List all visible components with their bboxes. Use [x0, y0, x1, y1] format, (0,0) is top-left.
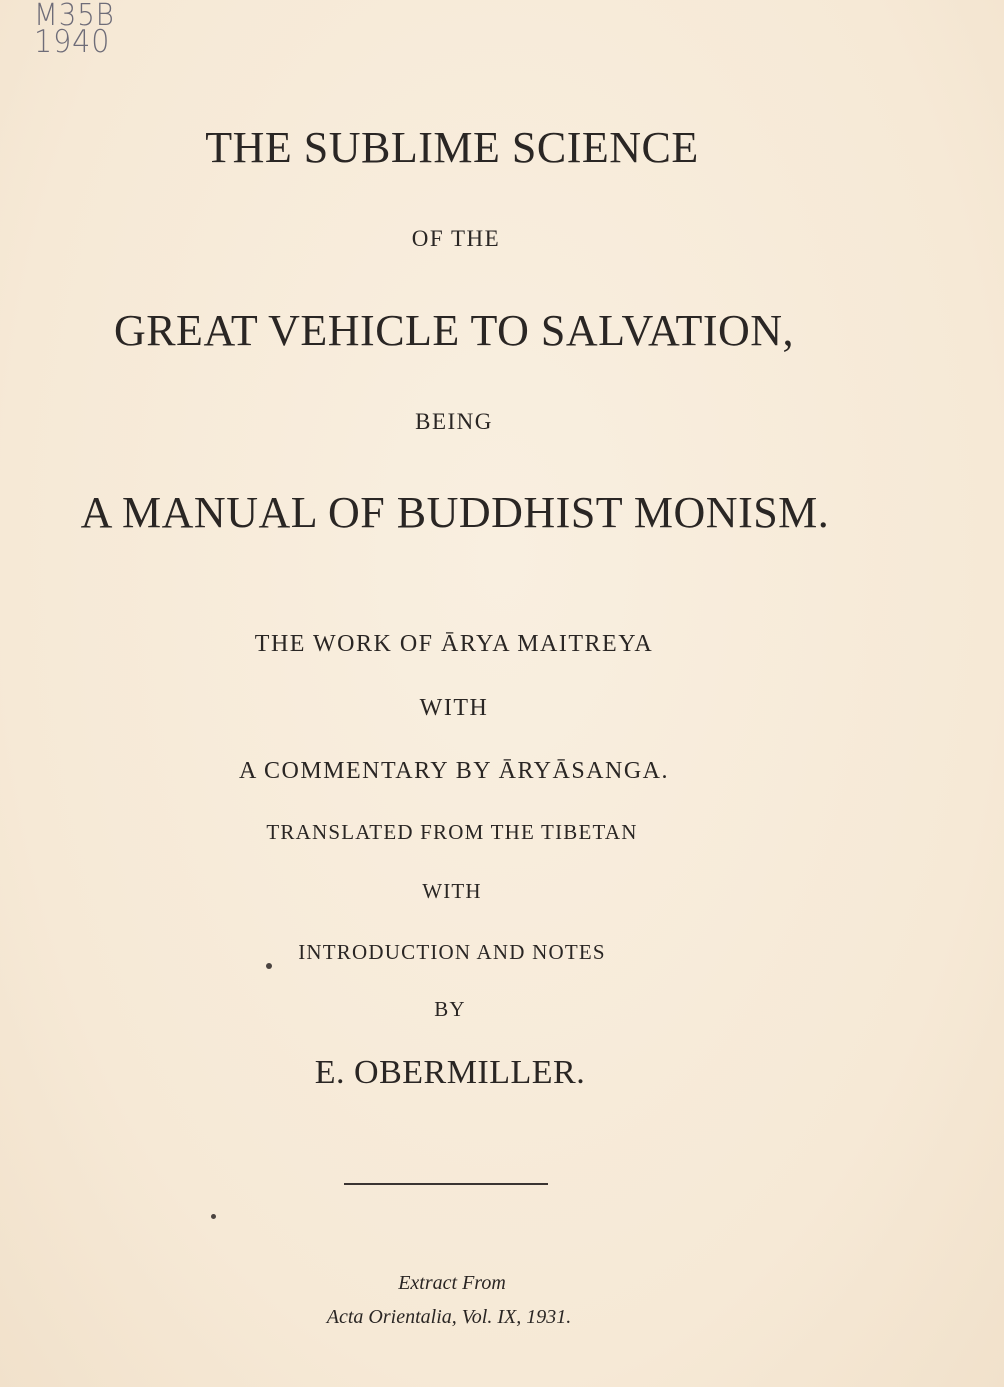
shelfmark-year: 1940 — [34, 24, 111, 60]
work-line: THE WORK OF ĀRYA MAITREYA — [254, 631, 654, 657]
title-line-2: OF THE — [411, 226, 501, 251]
shelfmark-code: M35B — [34, 0, 115, 33]
source-citation: Acta Orientalia, Vol. IX, 1931. — [326, 1306, 572, 1328]
ink-speck — [211, 1214, 216, 1219]
translated-line: TRANSLATED FROM THE TIBETAN — [266, 820, 638, 844]
title-line-4: BEING — [415, 409, 493, 434]
title-line-1: THE SUBLIME SCIENCE — [205, 123, 699, 172]
author-name: E. OBERMILLER. — [314, 1054, 586, 1091]
title-line-5: A MANUAL OF BUDDHIST MONISM. — [80, 488, 830, 537]
title-line-3: GREAT VEHICLE TO SALVATION, — [113, 306, 795, 355]
ink-speck — [266, 963, 272, 969]
divider-rule — [344, 1183, 548, 1185]
introduction-line: INTRODUCTION AND NOTES — [298, 940, 606, 964]
with-line-1: WITH — [419, 695, 489, 721]
extract-line: Extract From — [398, 1272, 506, 1294]
with-line-2: WITH — [422, 879, 482, 903]
commentary-line: A COMMENTARY BY ĀRYĀSANGA. — [238, 758, 670, 784]
by-line: BY — [434, 997, 466, 1021]
